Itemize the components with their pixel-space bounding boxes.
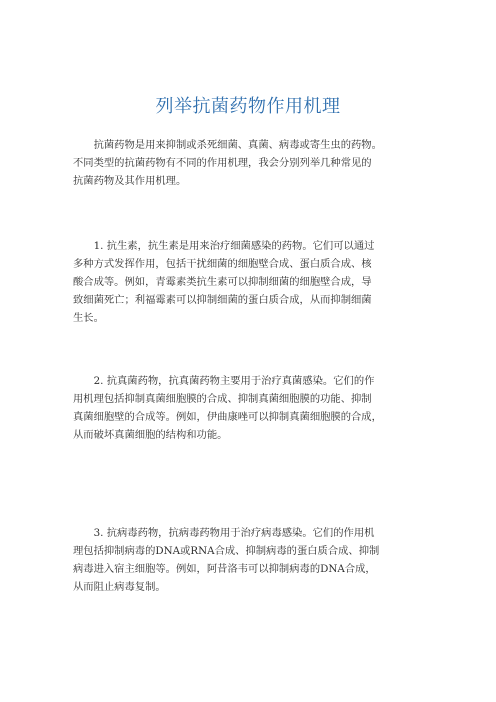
paragraph-line: 生长。 — [73, 312, 104, 324]
document-title: 列举抗菌药物作用机理 — [155, 96, 341, 118]
antifungal-paragraph — [73, 372, 433, 444]
paragraph-line: 抗菌药物及其作用机理。 — [73, 175, 187, 187]
paragraph-line: 1. 抗生素，抗生素是用来治疗细菌感染的药物。它们可以通过 — [73, 240, 375, 252]
paragraph-line: 真菌细胞壁的合成等。例如，伊曲康唑可以抑制真菌细胞膜的合成， — [73, 411, 382, 423]
paragraph-line: 用机理包括抑制真菌细胞膜的合成、抑制真菌细胞膜的功能、抑制 — [73, 393, 372, 405]
antibiotics-paragraph — [73, 237, 433, 327]
paragraph-line: 从而阻止病毒复制。 — [73, 581, 166, 593]
paragraph-line: 酸合成等。例如，青霉素类抗生素可以抑制细菌的细胞壁合成，导 — [73, 276, 372, 288]
paragraph-line: 从而破坏真菌细胞的结构和功能。 — [73, 429, 228, 441]
paragraph-line: 理包括抑制病毒的DNA或RNA合成、抑制病毒的蛋白质合成、抑制 — [73, 545, 380, 557]
paragraph-line: 多种方式发挥作用，包括干扰细菌的细胞壁合成、蛋白质合成、核 — [73, 258, 372, 270]
paragraph-line: 2. 抗真菌药物，抗真菌药物主要用于治疗真菌感染。它们的作 — [73, 375, 375, 387]
paragraph-line: 致细菌死亡；利福霉素可以抑制细菌的蛋白质合成，从而抑制细菌 — [73, 294, 372, 306]
intro-paragraph — [73, 136, 433, 190]
antiviral-paragraph — [73, 524, 433, 596]
paragraph-line: 抗菌药物是用来抑制或杀死细菌、真菌、病毒或寄生虫的药物。 — [73, 139, 382, 151]
paragraph-line: 3. 抗病毒药物，抗病毒药物用于治疗病毒感染。它们的作用机 — [73, 527, 375, 539]
paragraph-line: 病毒进入宿主细胞等。例如，阿昔洛韦可以抑制病毒的DNA合成， — [73, 563, 376, 575]
paragraph-line: 不同类型的抗菌药物有不同的作用机理，我会分别列举几种常见的 — [73, 157, 372, 169]
